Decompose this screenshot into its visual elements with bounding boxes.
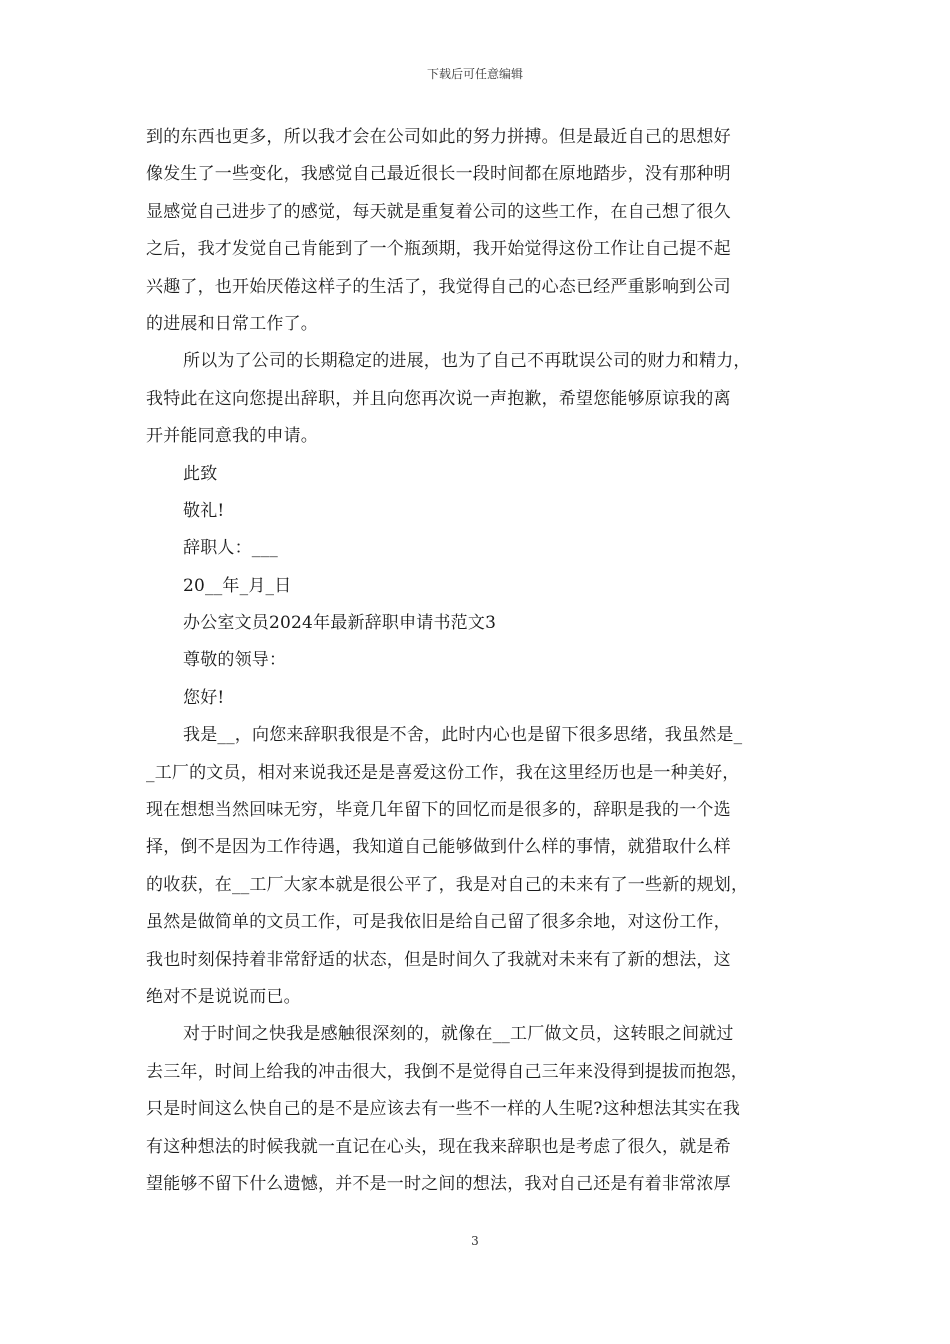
text-line: 像发生了一些变化，我感觉自己最近很长一段时间都在原地踏步，没有那种明 bbox=[146, 164, 731, 185]
text-line: 的收获，在__工厂大家本就是很公平了，我是对自己的未来有了一些新的规划， bbox=[146, 874, 749, 895]
text-line: 办公室文员2024年最新辞职申请书范文3 bbox=[183, 613, 497, 634]
text-line: 我是__，向您来辞职我很是不舍，此时内心也是留下很多思绪，我虽然是_ bbox=[183, 725, 743, 746]
page-number: 3 bbox=[471, 1234, 479, 1248]
text-line: 您好! bbox=[183, 687, 225, 708]
text-line: 的进展和日常工作了。 bbox=[146, 313, 318, 334]
text-line: 现在想想当然回味无穷，毕竟几年留下的回忆而是很多的，辞职是我的一个选 bbox=[146, 800, 731, 821]
text-line: 所以为了公司的长期稳定的进展，也为了自己不再耽误公司的财力和精力， bbox=[183, 351, 751, 372]
document-body bbox=[146, 119, 810, 1203]
text-line: 只是时间这么快自己的是不是应该去有一些不一样的人生呢?这种想法其实在我 bbox=[146, 1099, 741, 1120]
text-line: _工厂的文员，相对来说我还是是喜爱这份工作，我在这里经历也是一种美好， bbox=[146, 762, 740, 783]
text-line: 20__年_月_日 bbox=[183, 575, 292, 596]
text-line: 有这种想法的时候我就一直记在心头，现在我来辞职也是考虑了很久，就是希 bbox=[146, 1136, 731, 1157]
text-line: 绝对不是说说而已。 bbox=[146, 986, 301, 1007]
text-line: 显感觉自己进步了的感觉，每天就是重复着公司的这些工作，在自己想了很久 bbox=[146, 201, 731, 222]
text-line: 兴趣了，也开始厌倦这样子的生活了，我觉得自己的心态已经严重影响到公司 bbox=[146, 276, 731, 297]
text-line: 之后，我才发觉自己肯能到了一个瓶颈期，我开始觉得这份工作让自己提不起 bbox=[146, 239, 731, 260]
text-line: 开并能同意我的申请。 bbox=[146, 426, 318, 447]
text-line: 敬礼! bbox=[183, 500, 225, 521]
text-line: 此致 bbox=[183, 463, 218, 484]
text-line: 对于时间之快我是感触很深刻的，就像在__工厂做文员，这转眼之间就过 bbox=[183, 1024, 734, 1045]
text-line: 我也时刻保持着非常舒适的状态，但是时间久了我就对未来有了新的想法，这 bbox=[146, 949, 731, 970]
text-line: 虽然是做简单的文员工作，可是我依旧是给自己留了很多余地，对这份工作， bbox=[146, 912, 731, 933]
text-line: 尊敬的领导： bbox=[183, 650, 287, 671]
text-line: 到的东西也更多，所以我才会在公司如此的努力拼搏。但是最近自己的思想好 bbox=[146, 127, 731, 147]
text-line: 去三年，时间上给我的冲击很大，我倒不是觉得自己三年来没得到提拔而抱怨， bbox=[146, 1061, 748, 1082]
text-line: 我特此在这向您提出辞职，并且向您再次说一声抱歉，希望您能够原谅我的离 bbox=[146, 388, 731, 409]
page-header: 下载后可任意编辑 bbox=[426, 67, 523, 81]
text-line: 辞职人：___ bbox=[183, 538, 278, 559]
text-line: 望能够不留下什么遗憾，并不是一时之间的想法，我对自己还是有着非常浓厚 bbox=[146, 1173, 731, 1194]
text-line: 择，倒不是因为工作待遇，我知道自己能够做到什么样的事情，就猎取什么样 bbox=[146, 837, 731, 858]
